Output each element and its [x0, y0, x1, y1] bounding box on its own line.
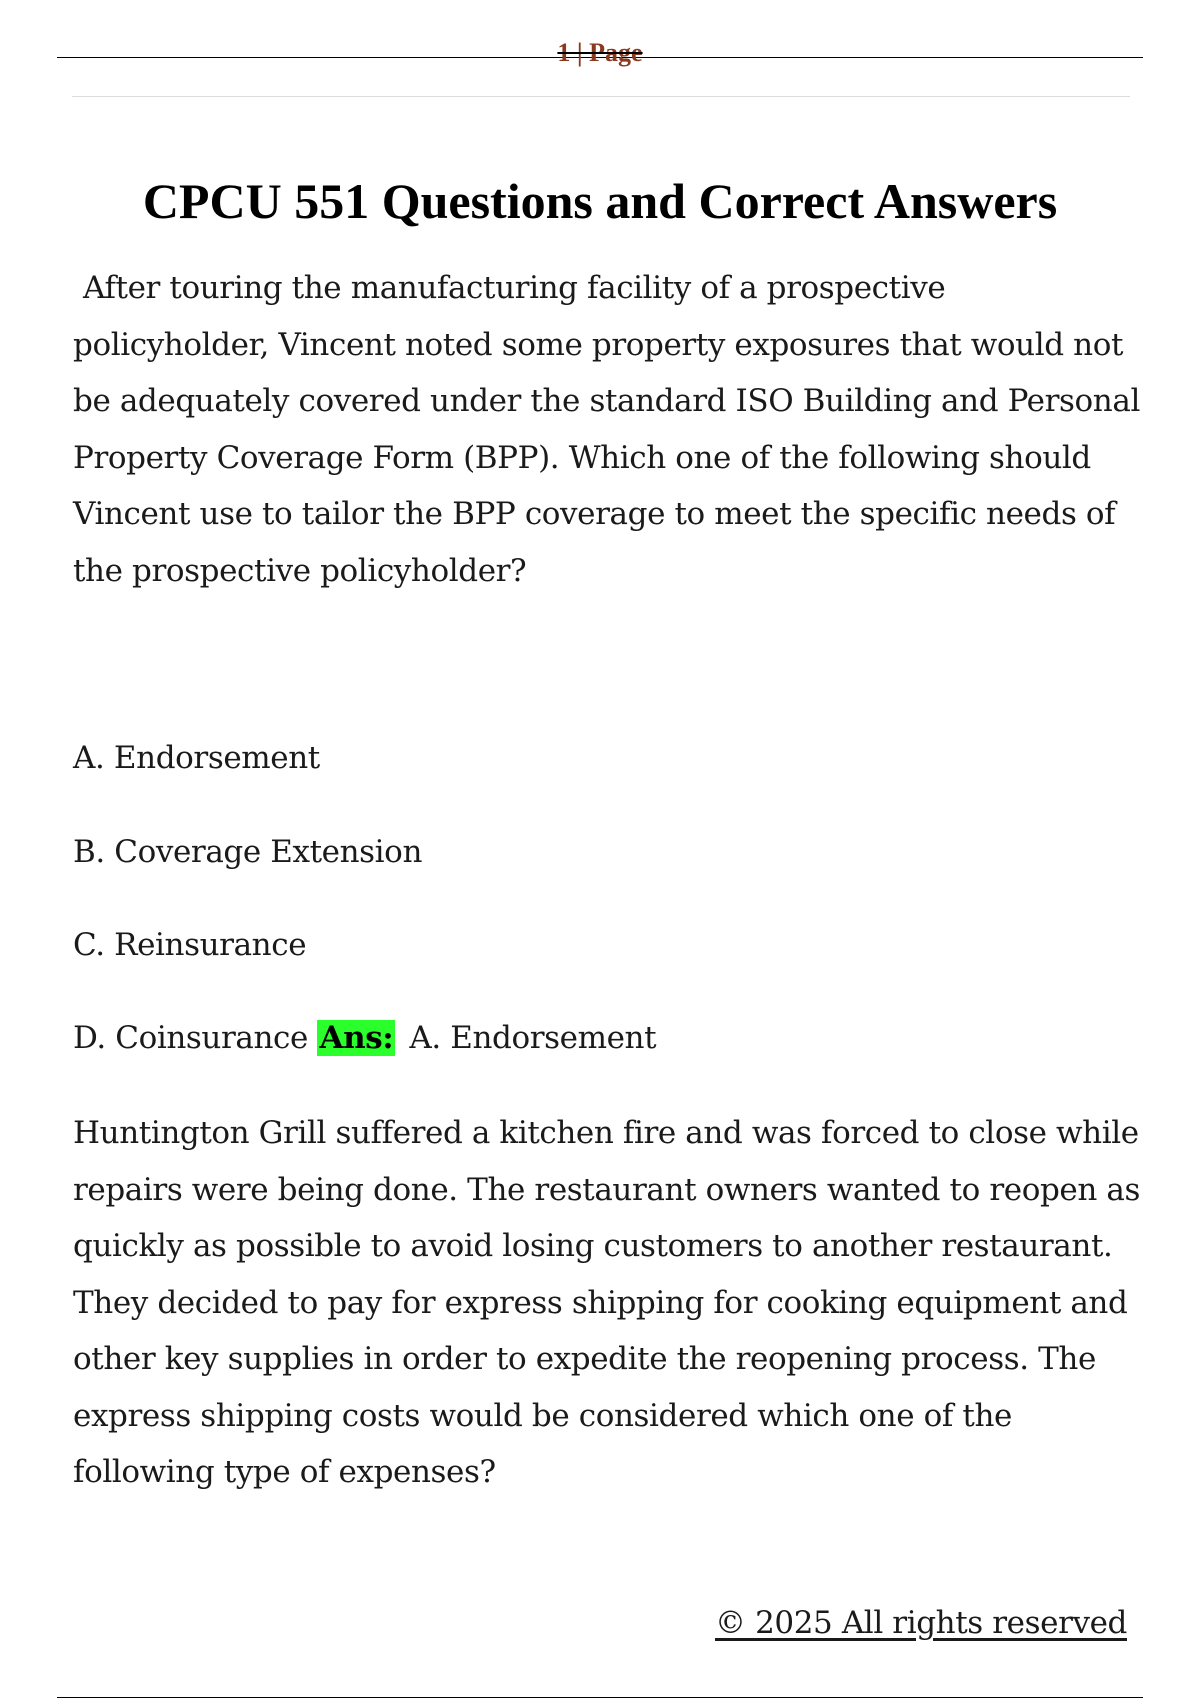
question-1-body: After touring the manufacturing facility of a prospective policyholder, Vincent noted some property exposures that would not be adequately covered under the standard ISO Building and Personal Property Coverage Form (BPP). Which one of the following should Vincent use to tailor the BPP coverage to meet the specific needs of the prospective policyholder?	[73, 270, 1140, 589]
answer-value: A. Endorsement	[409, 1020, 657, 1056]
option-d: D. Coinsurance	[73, 1020, 308, 1056]
footer-rule	[57, 1697, 1143, 1698]
document-title: CPCU 551 Questions and Correct Answers	[142, 173, 1058, 229]
question-1-text	[73, 260, 1143, 599]
question-2-text: Huntington Grill suffered a kitchen fire and was forced to close while repairs were being done. The restaurant owners wanted to reopen as quickly as possible to avoid losing customers to another restaurant. They decided to pay for express shipping for cooking equipment and other key supplies in order to expedite the reopening process. The express shipping costs would be considered which one of the following type of expenses?	[73, 1115, 1140, 1490]
option-a: A. Endorsement	[73, 740, 320, 776]
copyright-notice: © 2025 All rights reserved	[715, 1605, 1127, 1641]
option-b: B. Coverage Extension	[73, 834, 423, 870]
header-divider	[72, 96, 1130, 97]
option-d-with-answer	[73, 1018, 656, 1058]
option-c: C. Reinsurance	[73, 927, 307, 963]
page-number: 1 | Page	[557, 38, 643, 67]
answer-label: Ans:	[319, 1020, 394, 1056]
